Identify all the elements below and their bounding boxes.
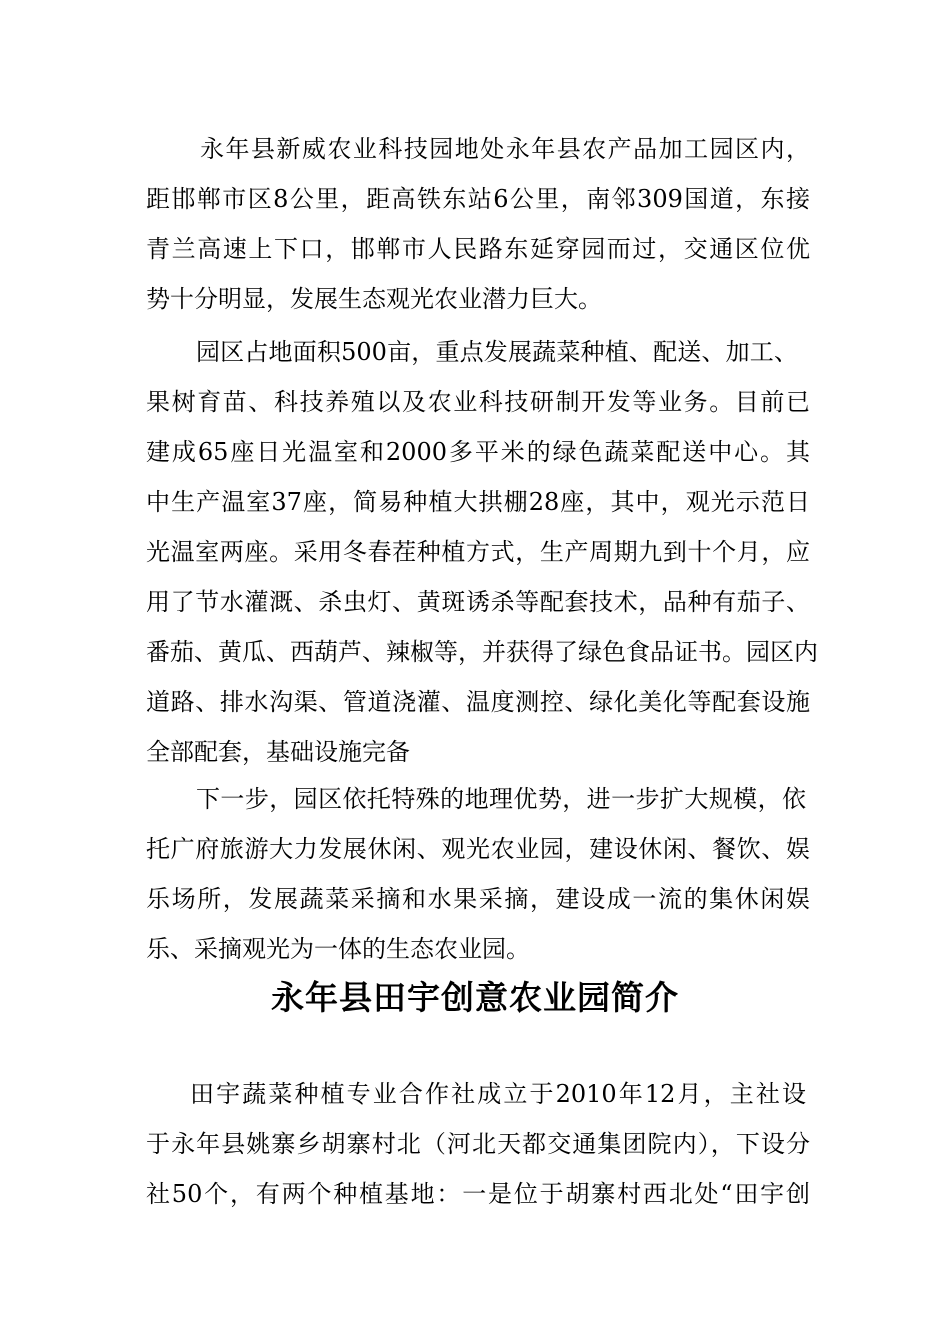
paragraph-1-line-2: 距邯郸市区8公里，距高铁东站6公里，南邻309国道，东接 bbox=[146, 185, 810, 213]
paragraph-2-line-4: 中生产温室37座，简易种植大拱棚28座，其中，观光示范日 bbox=[146, 488, 810, 516]
paragraph-2-line-9: 全部配套，基础设施完备 bbox=[146, 738, 410, 766]
paragraph-4-line-2: 于永年县姚寨乡胡寨村北（河北天都交通集团院内），下设分 bbox=[146, 1130, 810, 1158]
paragraph-2-line-8: 道路、排水沟渠、管道浇灌、温度测控、绿化美化等配套设施 bbox=[146, 688, 810, 716]
paragraph-3-line-2: 托广府旅游大力发展休闲、观光农业园，建设休闲、餐饮、娱 bbox=[146, 835, 810, 863]
paragraph-1-line-1: 永年县新威农业科技园地处永年县农产品加工园区内， bbox=[200, 135, 810, 163]
paragraph-1-line-3: 青兰高速上下口，邯郸市人民路东延穿园而过，交通区位优 bbox=[146, 235, 810, 263]
section-heading: 永年县田宇创意农业园简介 bbox=[271, 978, 679, 1017]
paragraph-2-line-1: 园区占地面积500亩，重点发展蔬菜种植、配送、加工、 bbox=[196, 338, 798, 366]
paragraph-3-line-1: 下一步，园区依托特殊的地理优势，进一步扩大规模，依 bbox=[196, 785, 806, 813]
paragraph-3-line-3: 乐场所，发展蔬菜采摘和水果采摘，建设成一流的集休闲娱 bbox=[146, 885, 810, 913]
paragraph-2-line-7: 番茄、黄瓜、西葫芦、辣椒等，并获得了绿色食品证书。园区内 bbox=[146, 638, 818, 666]
paragraph-2-line-3: 建成65座日光温室和2000多平米的绿色蔬菜配送中心。其 bbox=[146, 438, 810, 466]
paragraph-4-line-3: 社50个，有两个种植基地：一是位于胡寨村西北处“田宇创 bbox=[146, 1180, 810, 1208]
paragraph-2-line-2: 果树育苗、科技养殖以及农业科技研制开发等业务。目前已 bbox=[146, 388, 810, 416]
paragraph-2-line-5: 光温室两座。采用冬春茬种植方式，生产周期九到十个月，应 bbox=[146, 538, 810, 566]
paragraph-2-line-6: 用了节水灌溉、杀虫灯、黄斑诱杀等配套技术，品种有茄子、 bbox=[146, 588, 810, 616]
paragraph-3-line-4: 乐、采摘观光为一体的生态农业园。 bbox=[146, 935, 530, 963]
paragraph-1-line-4: 势十分明显，发展生态观光农业潜力巨大。 bbox=[146, 285, 602, 313]
paragraph-4-line-1: 田宇蔬菜种植专业合作社成立于2010年12月，主社设 bbox=[190, 1080, 806, 1108]
